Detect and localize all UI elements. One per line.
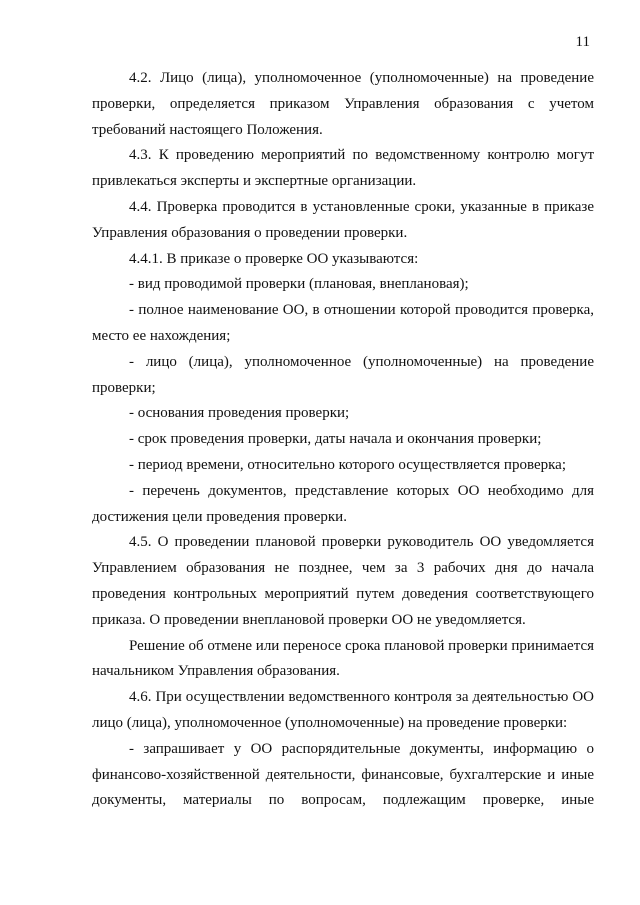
list-item-documents: - перечень документов, представление которых ОО необходимо для достижения цели проведения проверки. — [92, 482, 594, 525]
list-item-dates: - срок проведения проверки, даты начала и окончания проверки; — [129, 431, 542, 448]
paragraph-decision: Решение об отмене или переносе срока плановой проверки принимается начальником Управления образования. — [92, 637, 595, 680]
paragraph-4-4-1: 4.4.1. В приказе о проверке ОО указываются: — [129, 250, 419, 267]
list-item-full-name: - полное наименование ОО, в отношении которой проводится проверка, место ее нахождения; — [92, 302, 594, 344]
list-item-period: - период времени, относительно которого осуществляется проверка; — [129, 456, 566, 473]
paragraph-4-5: 4.5. О проведении плановой проверки руководитель ОО уведомляется Управлением образования не позднее, чем за 3 рабочих дня до начала проведения контрольных мероприятий путем доведения соответствующего приказа. О проведении внеплановой проверки ОО не уведомляется. — [92, 534, 594, 628]
list-item-grounds: - основания проведения проверки; — [129, 405, 350, 422]
list-item-check-type: - вид проводимой проверки (плановая, внеплановая); — [129, 276, 469, 293]
document-body — [92, 66, 594, 814]
paragraph-4-2: 4.2. Лицо (лица), уполномоченное (уполномоченные) на проведение проверки, определяется приказом Управления образования с учетом требований настоящего Положения. — [92, 70, 594, 138]
paragraph-4-6: 4.6. При осуществлении ведомственного контроля за деятельностью ОО лицо (лица), уполномоченное (уполномоченные) на проведение проверки: — [92, 689, 594, 731]
list-item-authorized-person: - лицо (лица), уполномоченное (уполномоченные) на проведение проверки; — [92, 353, 594, 396]
paragraph-4-3: 4.3. К проведению мероприятий по ведомственному контролю могут привлекаться эксперты и экспертные организации. — [92, 147, 594, 190]
list-item-requests: - запрашивает у ОО распорядительные документы, информацию о финансово-хозяйственной деятельности, финансовые, бухгалтерские и иные документы, материалы по вопросам, подлежащим проверке, иные — [92, 740, 594, 809]
paragraph-4-4: 4.4. Проверка проводится в установленные сроки, указанные в приказе Управления образования о проведении проверки. — [92, 198, 594, 241]
page-number: 11 — [575, 34, 590, 50]
